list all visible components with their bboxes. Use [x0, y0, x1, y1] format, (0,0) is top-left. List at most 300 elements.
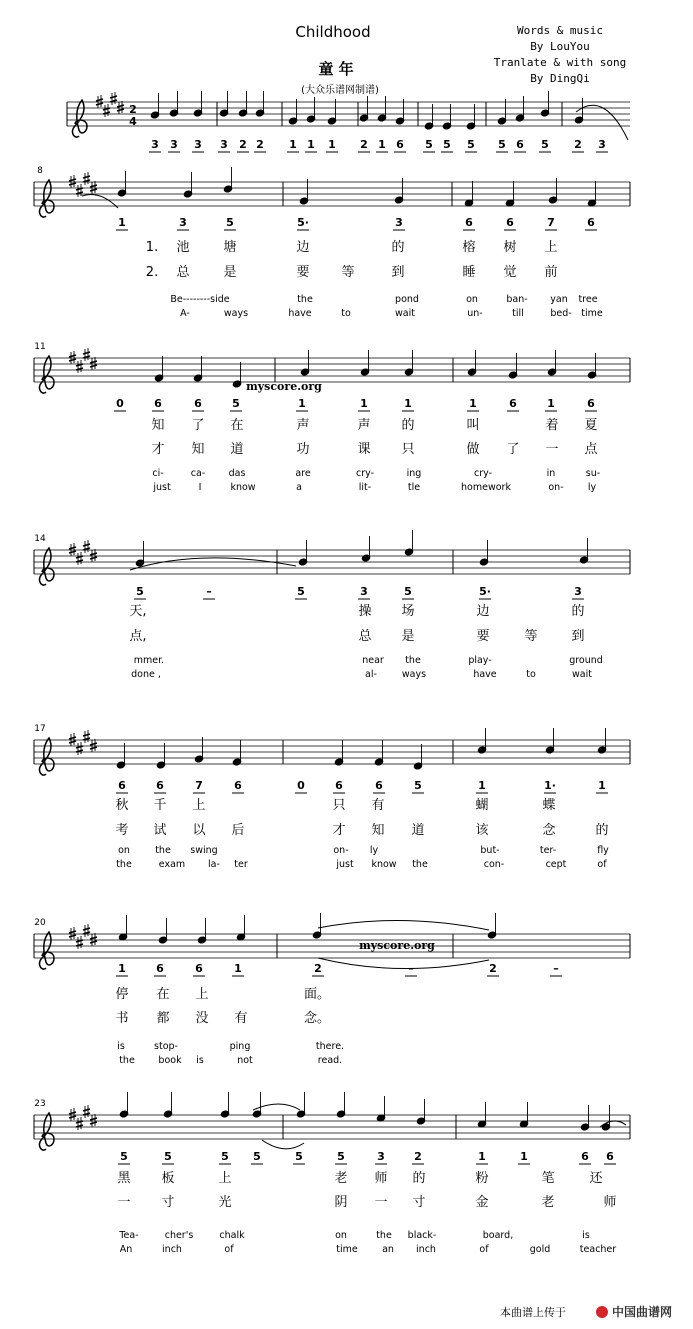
sharp-icon: [83, 1105, 90, 1118]
jianpu-digit: 6: [118, 779, 126, 792]
lyric-en-verse-2: of: [479, 1244, 489, 1255]
lyric-en-verse-2: ways: [223, 308, 249, 319]
treble-clef-icon: [72, 100, 87, 137]
sharp-icon: [90, 1114, 97, 1127]
sharp-icon: [69, 733, 76, 746]
credit-line-3: Tranlate & with song: [493, 56, 627, 69]
lyric-en-verse-1: on: [466, 294, 478, 305]
jianpu-note: [358, 138, 370, 152]
jianpu-note: [514, 138, 526, 152]
slur-arc: [318, 920, 489, 930]
jianpu-digit: 3: [151, 138, 159, 151]
lyric-en-verse-2: An: [119, 1244, 133, 1255]
jianpu-digit: 5: [337, 1150, 345, 1163]
lyric-en-verse-2: read.: [317, 1055, 343, 1066]
measure-number: 8: [37, 166, 43, 176]
staff-note: [545, 728, 555, 754]
lyric-cn-verse-2: 念。: [303, 1011, 331, 1026]
staff-note: [327, 99, 337, 125]
staff-note: [487, 913, 497, 939]
lyric-cn-verse-2: 书: [115, 1011, 129, 1026]
slur-arc: [576, 105, 628, 140]
jianpu-digit: –: [408, 962, 414, 975]
time-signature-top: 2: [129, 103, 137, 116]
staff-note: [300, 350, 310, 376]
lyric-en-verse-2: the: [116, 859, 132, 870]
lyric-cn-verse-2: 只: [401, 442, 415, 457]
lyric-cn-verse-2: 等: [524, 629, 538, 644]
jianpu-digit: 5: [498, 138, 506, 151]
system-7: [34, 1092, 630, 1255]
system-5: [34, 724, 630, 870]
staff-note: [312, 913, 322, 939]
lyric-cn-verse-2: 都: [156, 1011, 170, 1026]
lyric-cn-verse-2: 一: [374, 1195, 388, 1210]
jianpu-digit: 6: [156, 962, 164, 975]
staff-note: [163, 1092, 173, 1118]
staff-note: [601, 1105, 611, 1131]
jianpu-note: [134, 585, 146, 599]
sharp-icon: [76, 742, 83, 755]
jianpu-digit: 6: [509, 397, 517, 410]
jianpu-note: [116, 779, 128, 793]
jianpu-digit: 5: [295, 1150, 303, 1163]
lyric-en-verse-1: ping: [229, 1041, 251, 1052]
jianpu-digit: 5: [232, 397, 240, 410]
lyric-en-verse-2: time: [581, 308, 603, 319]
lyric-en-verse-2: inch: [162, 1244, 182, 1255]
system-1: [67, 91, 630, 152]
jianpu-note: [218, 138, 230, 152]
staff-note: [376, 1096, 386, 1122]
lyric-en-verse-2: con-: [483, 859, 505, 870]
jianpu-note: [326, 138, 338, 152]
treble-clef-icon: [39, 548, 54, 585]
jianpu-note: [333, 779, 345, 793]
jianpu-digit: 1: [298, 397, 306, 410]
lyric-cn-verse-1: 千: [153, 798, 167, 813]
staff-note: [508, 353, 518, 379]
system-3: [34, 342, 630, 493]
lyric-cn-verse-1: 叫: [466, 418, 480, 433]
lyric-cn-verse-1: 池: [176, 240, 190, 255]
lyric-cn-verse-1: 的: [571, 604, 585, 619]
lyric-cn-verse-1: 在: [230, 418, 244, 433]
lyric-cn-verse-1: 师: [374, 1171, 388, 1186]
jianpu-digit: 5·: [297, 216, 309, 229]
jianpu-note: [467, 397, 479, 411]
jianpu-note: [154, 779, 166, 793]
lyric-en-verse-2: is: [196, 1055, 204, 1066]
lyric-en-verse-2: ly: [587, 482, 597, 493]
lyric-en-verse-2: of: [224, 1244, 234, 1255]
jianpu-digit: 6: [156, 779, 164, 792]
sharp-icon: [83, 924, 90, 937]
staff-note: [579, 538, 589, 564]
slur-arc: [262, 1140, 304, 1149]
treble-clef-icon: [39, 1113, 54, 1150]
jianpu-note: [393, 216, 405, 230]
lyric-en-verse-2: the: [412, 859, 428, 870]
lyric-en-verse-1: stop-: [154, 1041, 178, 1052]
jianpu-digit: 6: [234, 779, 242, 792]
jianpu-note: [305, 138, 317, 152]
jianpu-note: [116, 962, 128, 976]
jianpu-note: [168, 138, 180, 152]
jianpu-note: [596, 138, 608, 152]
lyric-en-verse-1: swing: [190, 845, 218, 856]
jianpu-digit: 1: [598, 779, 606, 792]
watermark-text: myscore.org: [359, 939, 435, 952]
jianpu-digit: 1: [547, 397, 555, 410]
lyric-cn-verse-2: 有: [234, 1011, 248, 1026]
lyric-en-verse-2: know: [371, 859, 397, 870]
jianpu-digit: 5: [164, 1150, 172, 1163]
lyric-en-verse-1: Tea-: [119, 1230, 139, 1241]
lyric-en-verse-2: book: [158, 1055, 182, 1066]
staff-note: [135, 541, 145, 567]
lyric-en-verse-2: have: [288, 308, 312, 319]
lyric-cn-verse-2: 是: [223, 265, 237, 280]
staff-note: [232, 362, 242, 388]
staff-note: [238, 91, 248, 117]
staff-note: [374, 740, 384, 766]
lyric-cn-verse-2: 功: [296, 442, 310, 457]
staff-note: [232, 740, 242, 766]
jianpu-digit: 6: [396, 138, 404, 151]
lyric-en-verse-2: to: [341, 308, 351, 319]
lyric-cn-verse-2: 考: [115, 823, 129, 838]
lyric-cn-verse-2: 金: [475, 1195, 489, 1210]
sharp-icon: [69, 175, 76, 188]
lyric-en-verse-2: un-: [467, 308, 483, 319]
staff-note: [377, 96, 387, 122]
lyric-cn-verse-1: 老: [334, 1171, 348, 1186]
jianpu-digit: 6: [465, 216, 473, 229]
jianpu-note: [116, 216, 128, 230]
lyric-en-verse-1: the: [376, 1230, 392, 1241]
lyric-cn-verse-1: 的: [412, 1171, 426, 1186]
lyric-cn-verse-2: 一: [545, 442, 559, 457]
jianpu-digit: –: [206, 585, 212, 598]
lyric-en-verse-2: I: [198, 482, 202, 493]
jianpu-note: [177, 216, 189, 230]
lyric-cn-verse-1: 还: [589, 1171, 603, 1186]
jianpu-note: [504, 216, 516, 230]
jianpu-digit: 1: [404, 397, 412, 410]
staff-note: [150, 93, 160, 119]
lyric-cn-verse-1: 边: [476, 604, 490, 619]
lyric-en-verse-1: black-: [407, 1230, 437, 1241]
lyric-cn-verse-2: 做: [466, 442, 480, 457]
lyric-en-verse-2: wait: [395, 308, 415, 319]
staff-note: [288, 99, 298, 125]
site-logo: [596, 1304, 672, 1319]
lyric-en-verse-1: ground: [569, 655, 603, 666]
sharp-icon: [69, 543, 76, 556]
sharp-icon: [69, 927, 76, 940]
jianpu-digit: 3: [360, 585, 368, 598]
jianpu-note: [232, 779, 244, 793]
lyric-cn-verse-2: 道: [230, 442, 244, 457]
staff-note: [359, 96, 369, 122]
lyric-cn-verse-2: 点,: [129, 629, 147, 644]
lyric-en-verse-1: fly: [597, 845, 609, 856]
systems-layer: [34, 91, 630, 1255]
lyric-cn-verse-2: 以: [192, 823, 206, 838]
jianpu-note: [193, 779, 205, 793]
lyric-cn-verse-1: 停: [115, 987, 129, 1002]
lyric-cn-verse-2: 了: [506, 442, 520, 457]
lyric-cn-verse-2: 师: [603, 1195, 617, 1210]
staff-note: [306, 97, 316, 123]
jianpu-note: [402, 397, 414, 411]
jianpu-digit: 3: [395, 216, 403, 229]
jianpu-digit: 6: [587, 397, 595, 410]
lyric-en-verse-1: is: [582, 1230, 590, 1241]
jianpu-note: [465, 138, 477, 152]
jianpu-note: [118, 1150, 130, 1164]
staff-note: [580, 1105, 590, 1131]
lyric-en-verse-2: an: [382, 1244, 394, 1255]
jianpu-note: [579, 1150, 591, 1164]
jianpu-digit: 2: [314, 962, 322, 975]
sharp-icon: [90, 739, 97, 752]
lyric-cn-verse-1: 上: [544, 240, 558, 255]
sharp-icon: [83, 730, 90, 743]
staff-note: [219, 91, 229, 117]
lyric-cn-verse-2: 一: [117, 1195, 131, 1210]
jianpu-digit: 2: [256, 138, 264, 151]
jianpu-note: [335, 1150, 347, 1164]
lyric-cn-verse-1: 了: [191, 418, 205, 433]
staff-note: [193, 356, 203, 382]
lyric-cn-verse-2: 寸: [412, 1195, 426, 1210]
jianpu-note: [463, 216, 475, 230]
lyric-en-verse-2: cept: [545, 859, 567, 870]
treble-clef-icon: [39, 180, 54, 217]
lyric-en-verse-1: cry-: [355, 468, 375, 479]
lyric-cn-verse-1: 在: [156, 987, 170, 1002]
lyric-en-verse-2: A-: [180, 308, 190, 319]
staff-note: [197, 918, 207, 944]
treble-clef-icon: [39, 356, 54, 393]
lyric-cn-verse-2: 总: [358, 629, 372, 644]
jianpu-digit: 6: [581, 1150, 589, 1163]
lyric-cn-verse-2: 总: [176, 265, 190, 280]
lyric-cn-verse-1: 黑: [117, 1171, 131, 1186]
jianpu-note: [394, 138, 406, 152]
jianpu-digit: 5: [414, 779, 422, 792]
measure-number: 23: [34, 1099, 46, 1109]
jianpu-digit: 3: [179, 216, 187, 229]
lyric-cn-verse-2: 要: [476, 629, 490, 644]
staff-note: [336, 1092, 346, 1118]
jianpu-digit: 6: [194, 397, 202, 410]
lyric-cn-verse-1: 着: [545, 418, 559, 433]
lyric-en-verse-1: cry-: [473, 468, 493, 479]
time-signature-bottom: 4: [129, 115, 137, 128]
lyric-cn-verse-1: 面。: [303, 987, 331, 1002]
lyric-en-verse-1: ter-: [539, 845, 557, 856]
treble-clef-icon: [39, 738, 54, 775]
jianpu-note: [585, 216, 597, 230]
staff-note: [515, 96, 525, 122]
jianpu-note: [152, 397, 164, 411]
lyric-en-verse-2: la-: [208, 859, 220, 870]
jianpu-digit: 1: [520, 1150, 528, 1163]
staff-note: [220, 1092, 230, 1118]
jianpu-digit: 2: [360, 138, 368, 151]
time-signature: [129, 103, 137, 128]
lyric-en-verse-2: to: [526, 669, 536, 680]
jianpu-digit: 6: [154, 397, 162, 410]
staff-note: [118, 915, 128, 941]
credit-line-1: Words & music: [516, 24, 604, 37]
jianpu-note: [596, 779, 608, 793]
jianpu-note: [402, 585, 414, 599]
jianpu-digit: 6: [195, 962, 203, 975]
staff-note: [193, 91, 203, 117]
jianpu-digit: 2: [414, 1150, 422, 1163]
lyric-en-verse-2: bed-: [550, 308, 572, 319]
lyric-cn-verse-1: 操: [358, 604, 372, 619]
lyric-cn-verse-1: 蝶: [542, 798, 556, 813]
jianpu-digit: 3: [220, 138, 228, 151]
jianpu-note: [224, 216, 236, 230]
measure-number: 14: [34, 534, 46, 544]
staff-note: [477, 728, 487, 754]
jianpu-digit: 1: [478, 1150, 486, 1163]
jianpu-digit: 2: [489, 962, 497, 975]
lyric-cn-verse-1: 场: [401, 604, 415, 619]
lyric-en-verse-2: just: [153, 482, 171, 493]
treble-clef-icon: [39, 932, 54, 969]
lyric-en-verse-1: ban-: [506, 294, 528, 305]
lyric-en-verse-1: are: [295, 468, 311, 479]
lyric-en-verse-2: the: [119, 1055, 135, 1066]
staff-note: [296, 1092, 306, 1118]
lyric-cn-verse-2: 寸: [161, 1195, 175, 1210]
lyric-cn-verse-2: 试: [153, 823, 167, 838]
lyric-en-verse-2: teacher: [579, 1244, 617, 1255]
jianpu-digit: 1: [360, 397, 368, 410]
lyric-en-verse-1: ing: [406, 468, 422, 479]
sharp-icon: [103, 104, 110, 117]
lyric-cn-verse-1: 的: [391, 240, 405, 255]
jianpu-note: [572, 585, 584, 599]
staff-note: [194, 737, 204, 763]
jianpu-digit: 6: [587, 216, 595, 229]
jianpu-digit: 1: [234, 962, 242, 975]
jianpu-note: [423, 138, 435, 152]
lyric-en-verse-1: play-: [468, 655, 492, 666]
lyric-en-verse-1: board,: [482, 1230, 514, 1241]
lyric-en-verse-1: there.: [315, 1041, 345, 1052]
jianpu-note: [297, 216, 309, 230]
lyric-cn-verse-1: 只: [332, 798, 346, 813]
jianpu-digit: 1: [478, 779, 486, 792]
logo-text: 中国曲谱网: [612, 1305, 673, 1319]
lyric-en-verse-1: ly: [369, 845, 379, 856]
jianpu-note: [149, 138, 161, 152]
staff-note: [361, 536, 371, 562]
lyric-en-verse-1: ci-: [152, 468, 164, 479]
system-4: [34, 530, 630, 680]
jianpu-digit: 3: [194, 138, 202, 151]
jianpu-digit: –: [553, 962, 559, 975]
lyric-cn-verse-2: 睡: [462, 265, 476, 280]
credit-line-2: By LouYou: [530, 40, 590, 53]
jianpu-note: [251, 1150, 263, 1164]
lyric-cn-verse-2: 没: [195, 1011, 209, 1026]
lyric-cn-verse-2: 才: [151, 442, 165, 457]
jianpu-note: [162, 1150, 174, 1164]
jianpu-digit: 1: [378, 138, 386, 151]
jianpu-note: [312, 962, 324, 976]
lyric-cn-verse-1: 声: [296, 418, 310, 433]
staff-note: [223, 167, 233, 193]
lyric-cn-verse-2: 知: [191, 442, 205, 457]
sharp-icon: [83, 172, 90, 185]
lyric-en-verse-1: chalk: [219, 1230, 245, 1241]
lyric-cn-verse-1: 1.: [145, 240, 159, 255]
staff-note: [497, 99, 507, 125]
jianpu-note: [496, 138, 508, 152]
lyric-cn-verse-2: 等: [341, 265, 355, 280]
sharp-icon: [76, 1117, 83, 1130]
jianpu-note: [544, 779, 556, 793]
chinese-title: 童 年: [318, 60, 354, 78]
lyric-cn-verse-2: 该: [475, 823, 489, 838]
lyric-en-verse-2: done ,: [131, 669, 161, 680]
staff-note: [298, 540, 308, 566]
lyric-cn-verse-2: 觉: [503, 265, 517, 280]
slur-arc: [318, 958, 489, 969]
lyric-en-verse-2: homework: [461, 482, 511, 493]
lyric-en-verse-1: cher's: [164, 1230, 194, 1241]
jianpu-digit: 5: [467, 138, 475, 151]
jianpu-digit: 5: [136, 585, 144, 598]
lyric-cn-verse-1: 上: [218, 1171, 232, 1186]
lyric-cn-verse-1: 塘: [223, 240, 237, 255]
lyric-en-verse-2: time: [336, 1244, 358, 1255]
lyric-cn-verse-1: 上: [192, 798, 206, 813]
sharp-icon: [76, 360, 83, 373]
jianpu-digit: 1: [289, 138, 297, 151]
measure-number: 17: [34, 724, 46, 734]
lyric-en-verse-2: on-: [548, 482, 564, 493]
lyric-cn-verse-1: 粉: [475, 1171, 489, 1186]
jianpu-note: [232, 962, 244, 976]
staff-note: [479, 540, 489, 566]
staff-note: [540, 91, 550, 117]
jianpu-digit: 5: [425, 138, 433, 151]
staff-note: [156, 743, 166, 769]
jianpu-note: [237, 138, 249, 152]
staff-note: [116, 743, 126, 769]
jianpu-digit: 7: [195, 779, 203, 792]
jianpu-note: [295, 779, 307, 793]
arranger-note: (大众乐谱网制谱): [301, 85, 379, 96]
lyric-cn-verse-2: 2.: [145, 265, 159, 280]
lyric-en-verse-2: ways: [401, 669, 427, 680]
lyric-en-verse-2: ter: [234, 859, 248, 870]
lyric-en-verse-1: ca-: [190, 468, 206, 479]
jianpu-note: [295, 585, 307, 599]
sharp-icon: [90, 357, 97, 370]
staff-note: [252, 1092, 262, 1118]
